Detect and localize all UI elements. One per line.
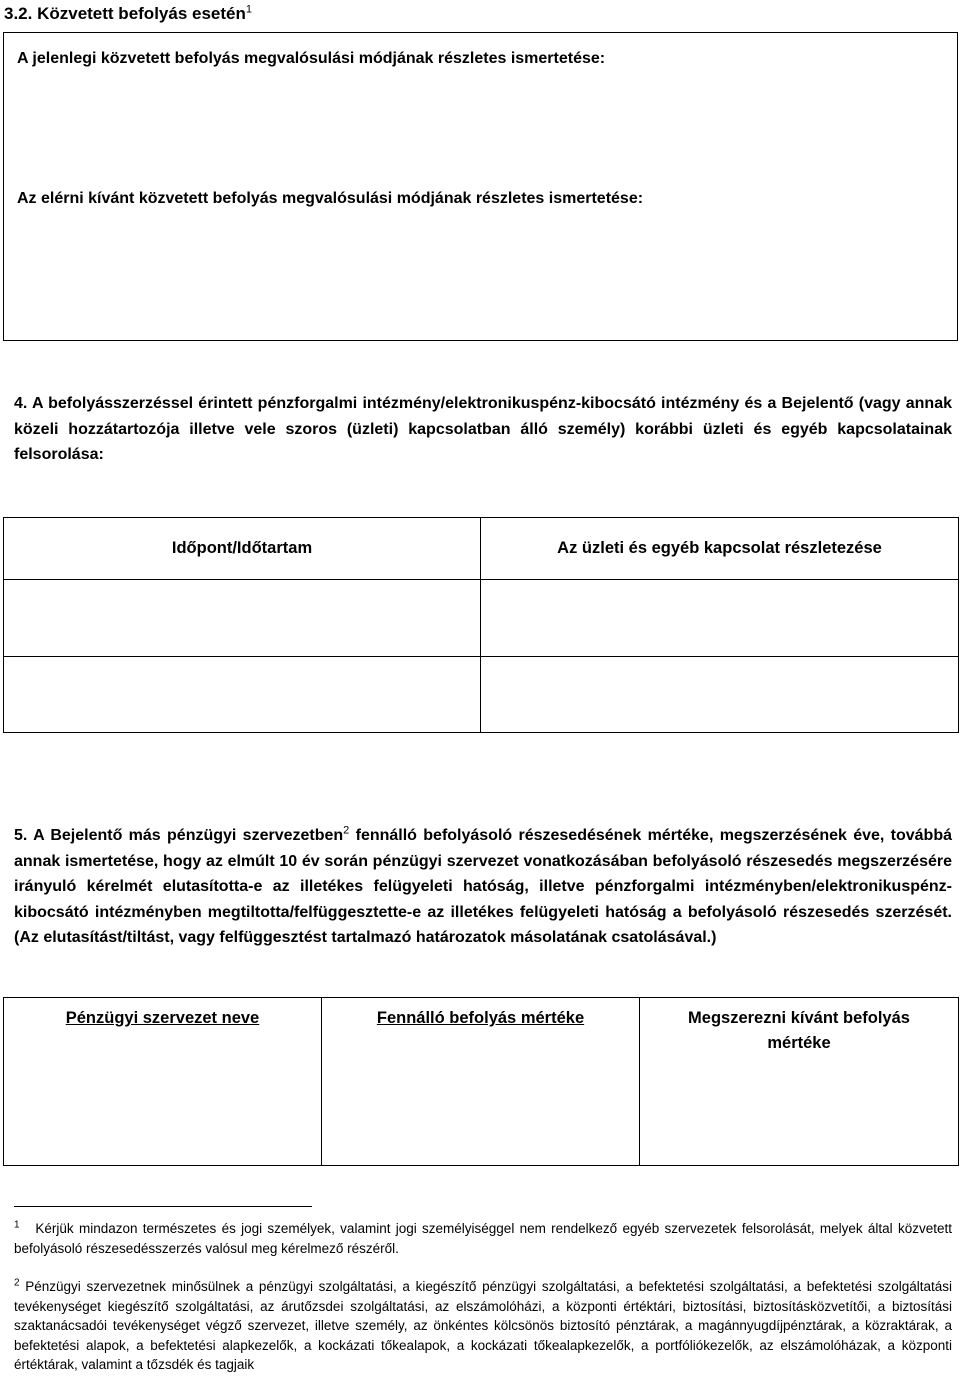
- section-4-text: 4. A befolyásszerzéssel érintett pénzforgalmi intézmény/elektronikuspénz-kibocsátó intézmény és a Bejelentő (vagy annak közeli hozzátartozója illetve vele szoros (üzleti) kapcsolatban álló személy) korábbi üzleti és egyéb kapcsolatainak felsorolása:: [14, 395, 952, 463]
- target-influence-field[interactable]: [4, 215, 957, 337]
- footnote-2: $^2$ Pénzügyi szervezetnek minősülnek a pénzügyi szolgáltatási, a kiegészítő pénzügyi szolgáltatási, a befektetési szolgáltatási, a befektetési szolgáltatási tevékenységet kiegészítő szolgáltatási, az árutőzsdei szolgáltatási, az elszámolóházi, a központi értéktári, biztosítási, biztosításközvetítői, a biztosítási szaktanácsadói tevékenységet végző szervezet, illetve személy, az önkéntes kölcsönös biztosító pénztárak, a magánnyugdíjpénztárak, a közraktárak, a befektetési alapok, a befektetési alapkezelők, a kockázati tőkealapok, a kockázati tőkealapkezelők, a portfóliókezelők, az elszámolóházak, a központi értéktárak, valamint a tőzsdék és tagjaik: [14, 1277, 952, 1372]
- footnote-1: $^1$ Kérjük mindazon természetes és jogi személyek, valamint jogi személyiséggel nem rendelkező egyéb szervezetek felsorolását, melyek által közvetett befolyásoló részesedésszerzés valósul meg kérelmező részéről.: [14, 1219, 952, 1256]
- header-target-influence: Megszerezni kívánt befolyás mértéke: [640, 998, 959, 1166]
- header-time-period: Időpont/Időtartam: [4, 518, 481, 580]
- cell-time-period-1[interactable]: [4, 580, 481, 657]
- indirect-influence-box: [3, 32, 958, 341]
- current-influence-label: A jelenlegi közvetett befolyás megvalósulási módjának részletes ismertetése:: [17, 50, 606, 67]
- cell-relationship-details-1[interactable]: [481, 580, 959, 657]
- footnote-separator: [14, 1206, 312, 1207]
- section-5-table: [3, 997, 959, 1166]
- footnote-ref-1: 1: [245, 3, 252, 16]
- footnote-ref-2: 2: [343, 824, 350, 837]
- header-relationship-details: Az üzleti és egyéb kapcsolat részletezése: [481, 518, 959, 580]
- target-influence-label: Az elérni kívánt közvetett befolyás megvalósulási módjának részletes ismertetése:: [17, 190, 644, 207]
- header-org-name: Pénzügyi szervezet neve: [4, 998, 322, 1166]
- section-3-2-heading: 3.2. Közvetett befolyás esetén$^1$: [4, 3, 252, 23]
- section-5-text: 5. A Bejelentő más pénzügyi szervezetben$^2$ fennálló befolyásoló részesedésének mértéke, megszerzésének éve, továbbá annak ismertetése, hogy az elmúlt 10 év során pénzügyi szervezet vonatkozásában befolyásoló részesedés megszerzésére irányuló kérelmét elutasította-e az illetékes felügyeleti hatóság, illetve pénzforgalmi intézményben/elektronikuspénz-kibocsátó intézményben megtiltotta/felfüggesztette-e az illetékes felügyeleti hatóság a befolyásoló részesedés szerzését. (Az elutasítást/tiltást, vagy felfüggesztést tartalmazó határozatok másolatának csatolásával.): [14, 824, 953, 946]
- cell-time-period-2[interactable]: [4, 657, 481, 733]
- current-influence-field[interactable]: [4, 78, 957, 188]
- header-existing-influence: Fennálló befolyás mértéke: [322, 998, 640, 1166]
- section-4-table: [3, 517, 959, 733]
- cell-relationship-details-2[interactable]: [481, 657, 959, 733]
